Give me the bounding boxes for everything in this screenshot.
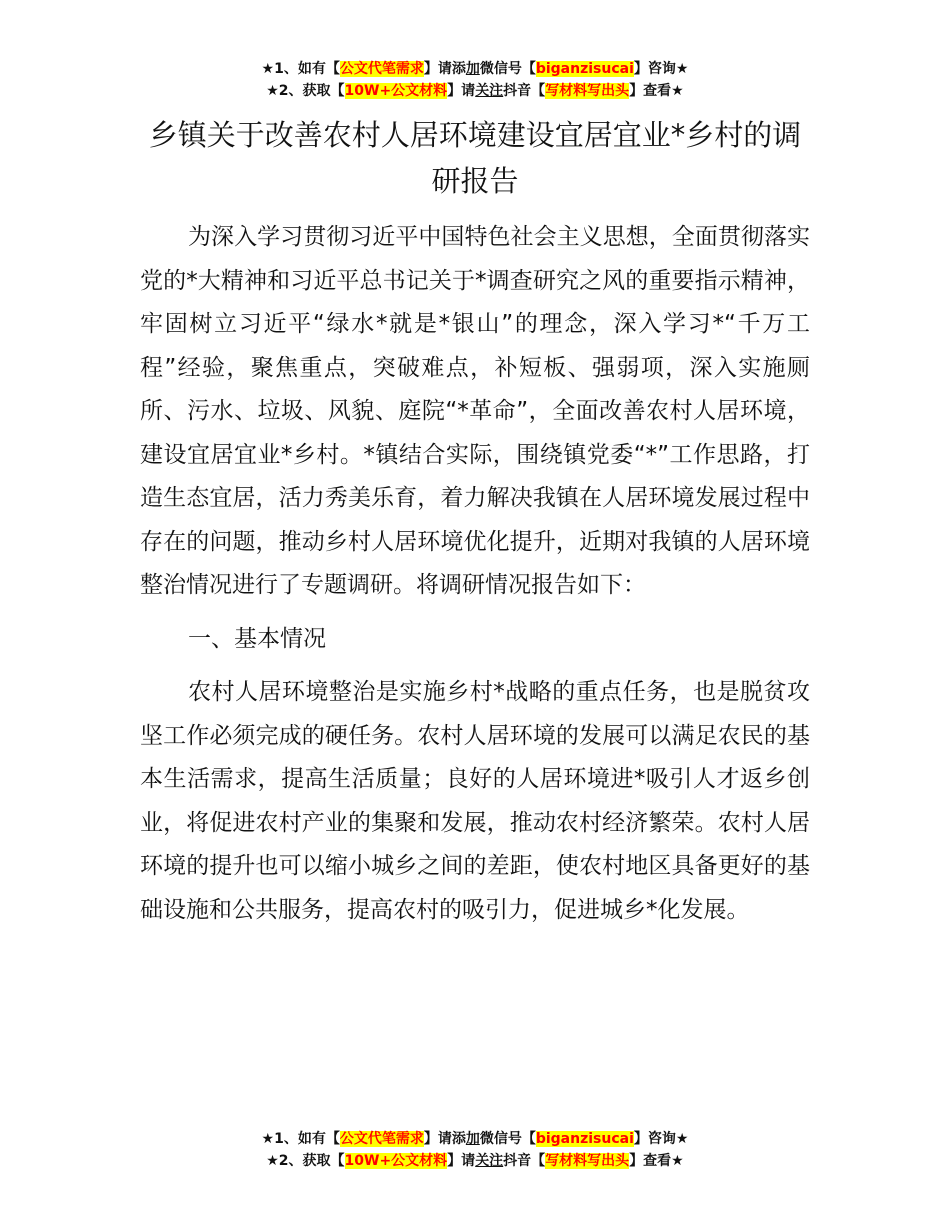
promo-highlight-materials: 10W+公文材料 bbox=[344, 1153, 448, 1169]
document-body bbox=[140, 216, 810, 932]
promo-highlight-materials: 10W+公文材料 bbox=[344, 83, 448, 99]
intro-paragraph: 为深入学习贯彻习近平中国特色社会主义思想，全面贯彻落实党的*大精神和习近平总书记关于*调查研究之风的重要指示精神，牢固树立习近平“绿水*就是*银山”的理念，深入学习*“千万工程”经验，聚焦重点，突破难点，补短板、强弱项，深入实施厕所、污水、垃圾、风貌、庭院“*革命”，全面改善农村人居环境，建设宜居宜业*乡村。*镇结合实际，围绕镇党委“*”工作思路，打造生态宜居，活力秀美乐育，着力解决我镇在人居环境发展过程中存在的问题，推动乡村人居环境优化提升，近期对我镇的人居环境整治情况进行了专题调研。将调研情况报告如下： bbox=[140, 224, 810, 598]
promo-highlight-douyin: 写材料写出头 bbox=[545, 1153, 630, 1169]
promo-highlight-wechat-id: biganzisucai bbox=[535, 61, 634, 77]
bottom-promo-banner bbox=[0, 1128, 950, 1172]
document-title: 乡镇关于改善农村人居环境建设宜居宜业*乡村的调研报告 bbox=[148, 118, 802, 198]
promo-highlight-service: 公文代笔需求 bbox=[339, 1131, 424, 1147]
promo-line-2: ★2、获取【10W+公文材料】请关注抖音【写材料写出头】查看★ bbox=[266, 1153, 684, 1169]
top-promo-banner bbox=[0, 58, 950, 102]
promo-highlight-douyin: 写材料写出头 bbox=[545, 83, 630, 99]
promo-line-1: ★1、如有【公文代笔需求】请添加微信号【biganzisucai】咨询★ bbox=[261, 61, 689, 77]
section-paragraph: 农村人居环境整治是实施乡村*战略的重点任务，也是脱贫攻坚工作必须完成的硬任务。农村人居环境的发展可以满足农民的基本生活需求，提高生活质量；良好的人居环境进*吸引人才返乡创业，将促进农村产业的集聚和发展，推动农村经济繁荣。农村人居环境的提升也可以缩小城乡之间的差距，使农村地区具备更好的基础设施和公共服务，提高农村的吸引力，促进城乡*化发展。 bbox=[140, 679, 810, 923]
promo-line-2: ★2、获取【10W+公文材料】请关注抖音【写材料写出头】查看★ bbox=[266, 83, 684, 99]
promo-line-1: ★1、如有【公文代笔需求】请添加微信号【biganzisucai】咨询★ bbox=[261, 1131, 689, 1147]
section-heading-basic-situation: 一、基本情况 bbox=[188, 625, 326, 652]
promo-highlight-wechat-id: biganzisucai bbox=[535, 1131, 634, 1147]
promo-highlight-service: 公文代笔需求 bbox=[339, 61, 424, 77]
